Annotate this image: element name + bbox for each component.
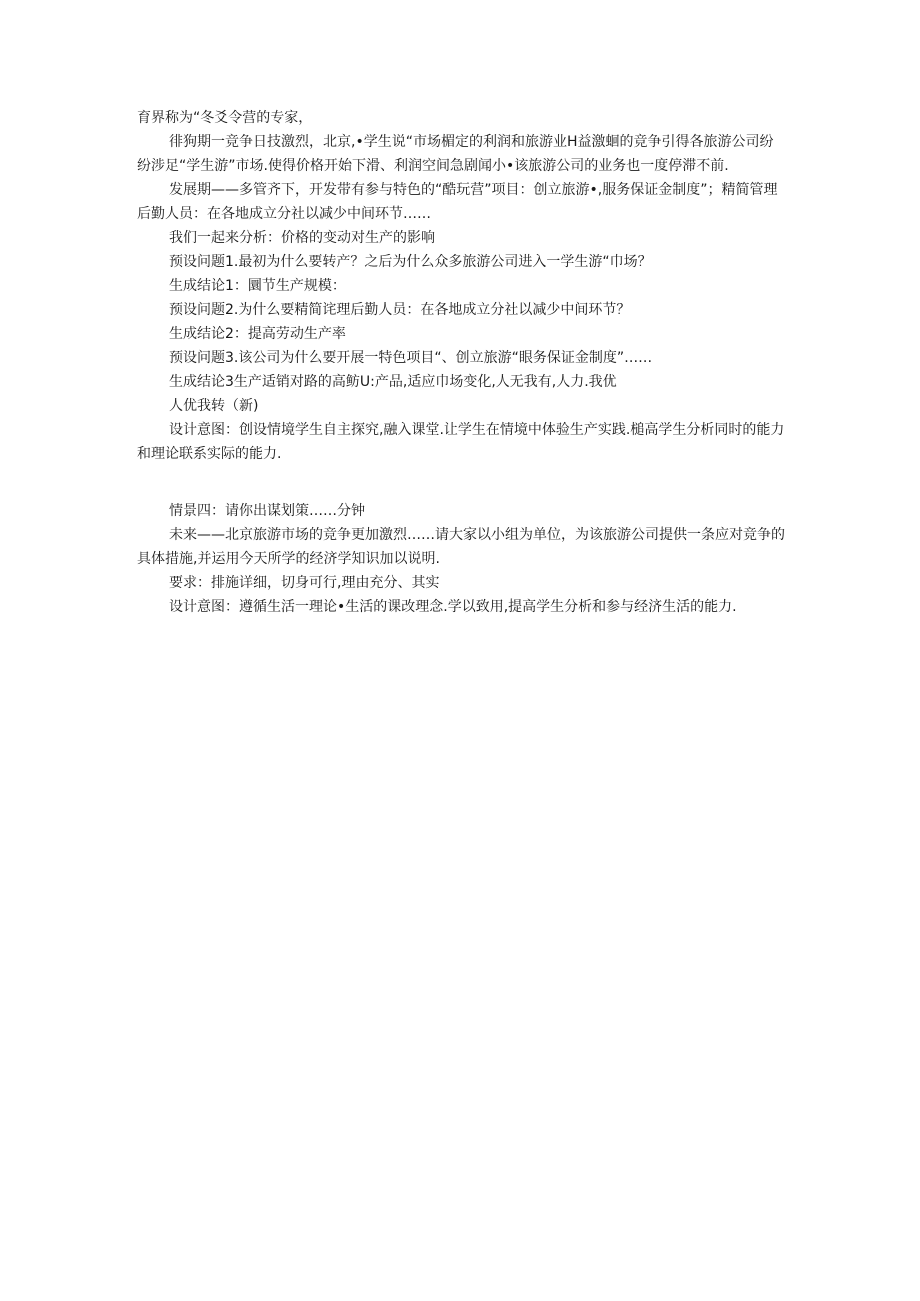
paragraph-analysis-heading: 我们一起来分析：价格的变动对生产的影响 (169, 230, 435, 246)
paragraph-development-period: 发展期——多管齐下，开发带有参与特色的“酷玩营”项目：创立旅游•,服务保证金制度”；精简管理后勤人员：在各地成立分社以减少中间环节…… (137, 182, 778, 222)
paragraph-requirements: 要求：排施详细，切身可行,理由充分、其实 (169, 575, 440, 591)
paragraph-design-intent-1: 设计意图：创设情境学生自主探究,融入课堂.让学生在情境中体验生产实践.槌高学生分析同时的能力和理论联系实际的能力. (137, 422, 785, 462)
paragraph-conclusion-3-cont: 人优我转（新) (169, 398, 259, 414)
paragraph-design-intent-2: 设计意图：遵循生活一理论•生活的课改理念.学以致用,提高学生分析和参与经济生活的能力. (169, 599, 737, 615)
paragraph-scenario-4: 情景四：请你出谋划策……分钟 (169, 503, 365, 519)
document-page (137, 106, 787, 619)
paragraph-question-1: 预设问题1.最初为什么要转产？之后为什么众多旅游公司进入一学生游“巾场？ (169, 254, 652, 270)
paragraph-future: 未来——北京旅游市场的竞争更加激烈……请大家以小组为单位，为该旅游公司提供一条应对竞争的具体措施,并运用今天所学的经济学知识加以说明. (137, 527, 785, 567)
paragraph-intro: 育界称为“冬爻令营的专家， (137, 110, 313, 126)
paragraph-conclusion-3: 生成结论3生产适销对路的高鲂U:产品,适应巾场变化,人无我有,人力.我优 (169, 374, 617, 390)
paragraph-conclusion-2: 生成结论2：提高劳动生产率 (169, 326, 346, 342)
paragraph-question-3: 预设问题3.该公司为什么要开展一特色项目“、创立旅游“眼务保证金制度”…… (169, 350, 653, 366)
paragraph-question-2: 预设问题2.为什么要精简诧理后勤人员：在各地成立分社以减少中间环节？ (169, 302, 631, 318)
paragraph-decline-period: 徘狗期一竞争日技激烈，北京,•学生说“市场楣定的利润和旅游业H益激蛔的竞争引得各旅游公司纷纷涉足“学生游”市场.使得价格开始下滑、利润空间急剧闻小•该旅游公司的业务也一度停滞不前. (137, 134, 774, 174)
paragraph-conclusion-1: 生成结论1：圜节生产规模： (169, 278, 346, 294)
